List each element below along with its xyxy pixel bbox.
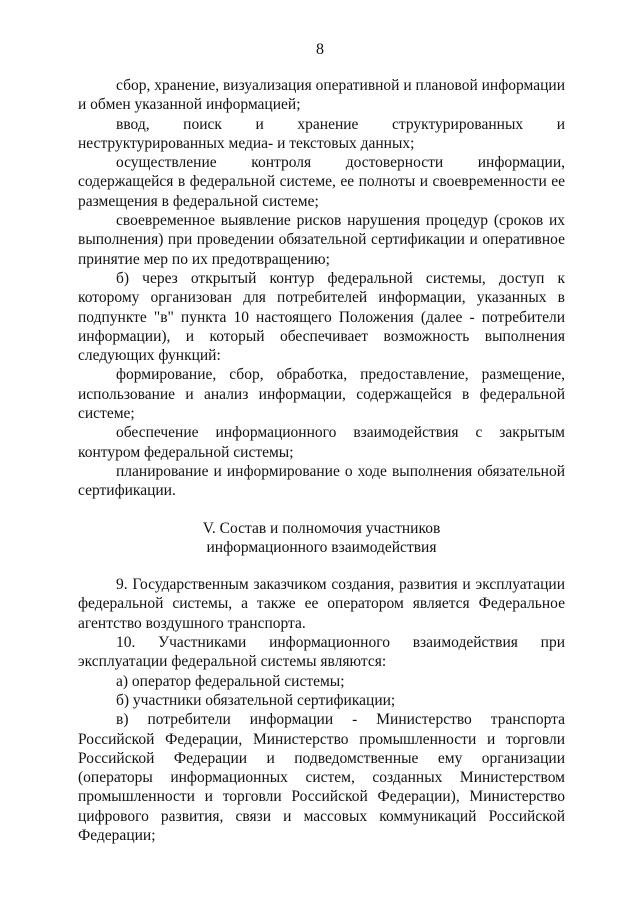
paragraph: обеспечение информационного взаимодействия с закрытым контуром федеральной системы; bbox=[78, 424, 565, 461]
paragraph: планирование и информирование о ходе выполнения обязательной сертификации. bbox=[78, 462, 565, 500]
document-body bbox=[78, 76, 565, 845]
paragraph: б) через открытый контур федеральной системы, доступ к которому организован для потребителей информации, указанных в подпункте "в" пункта 10 настоящего Положения (далее - потребители информации), и который обеспечивает возможность выполнения следующих функций: bbox=[78, 269, 565, 365]
paragraph: 9. Государственным заказчиком создания, развития и эксплуатации федеральной системы, а также ее оператором является Федеральное агентство воздушного транспорта. bbox=[78, 576, 565, 632]
page-number: 8 bbox=[316, 41, 324, 58]
paragraph: а) оператор федеральной системы; bbox=[116, 672, 345, 690]
paragraph: в) потребители информации - Министерство транспорта Российской Федерации, Министерство промышленности и торговли Российской Федерации и подведомственные ему организации (операторы информационных систем, созданных Министерством промышленности и торговли Российской Федерации), Министерство цифрового развития, связи и массовых коммуникаций Российской Федерации; bbox=[78, 711, 565, 844]
paragraph: формирование, сбор, обработка, предоставление, размещение, использование и анализ информации, содержащейся в федеральной системе; bbox=[78, 366, 565, 423]
section-heading bbox=[78, 519, 565, 558]
section-heading-line: V. Состав и полномочия участников bbox=[202, 519, 441, 537]
paragraph: своевременное выявление рисков нарушения процедур (сроков их выполнения) при проведении обязательной сертификации и оперативное принятие мер по их предотвращению; bbox=[78, 212, 565, 268]
paragraph: ввод, поиск и хранение структурированных и неструктурированных медиа- и текстовых данных; bbox=[78, 115, 565, 152]
paragraph: сбор, хранение, визуализация оперативной и плановой информации и обмен указанной информацией; bbox=[78, 77, 565, 114]
paragraph: осуществление контроля достоверности информации, содержащейся в федеральной системе, ее полноты и своевременности ее размещения в федеральной системе; bbox=[78, 154, 565, 210]
paragraph: б) участники обязательной сертификации; bbox=[116, 691, 396, 709]
section-heading-line: информационного взаимодействия bbox=[206, 538, 437, 556]
paragraph: 10. Участниками информационного взаимодействия при эксплуатации федеральной системы являются: bbox=[78, 634, 565, 671]
